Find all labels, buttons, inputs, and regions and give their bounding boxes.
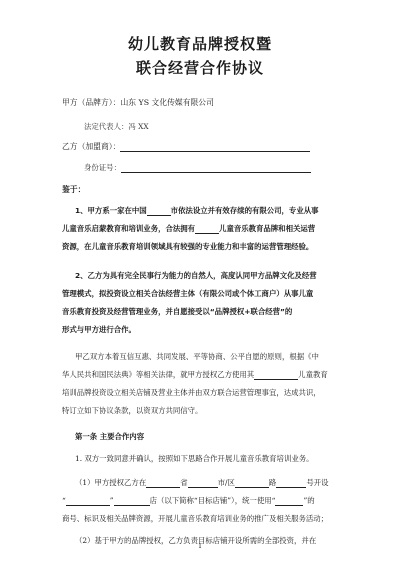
store-type-blank[interactable] (114, 496, 150, 506)
legal-rep-label: 法定代表人： (84, 122, 129, 131)
id-label: 身份证号： (84, 163, 121, 172)
party-b-blank[interactable] (120, 142, 310, 152)
city-blank[interactable] (188, 478, 218, 488)
title-line-1: 幼儿教育品牌授权暨 (127, 35, 272, 53)
clause1-text-c: 儿童音乐启蒙教育和培训业务，合法拥有 (62, 224, 196, 233)
sub1-text-b: 省 (180, 478, 188, 487)
whereas-heading: 鉴于： (62, 185, 86, 194)
clause1-text-d: 儿童音乐教育品牌和相关运营 (219, 224, 316, 233)
store-name-blank[interactable] (66, 496, 110, 506)
legal-rep-row (84, 121, 149, 132)
sub1-text-e: 号开设 (306, 478, 329, 487)
clause1-line2 (62, 223, 315, 234)
sub1-text-d: 路 (268, 478, 277, 487)
number-blank[interactable] (276, 478, 306, 488)
sub1-line1 (75, 477, 329, 488)
page-number: 1 (198, 543, 202, 550)
road-blank[interactable] (235, 478, 269, 488)
party-b-row (62, 141, 310, 152)
party-b-label: 乙方（加盟商）： (62, 142, 121, 151)
sub1-line3: 商号、标识及相关品牌资源，开展儿童音乐教育培训业务的推广及相关服务活动； (62, 514, 329, 523)
clause1-line3: 资源，在儿童音乐教育培训领域具有较强的专业能力和丰富的运营管理经验。 (62, 242, 314, 251)
para3-line1: 甲乙双方本着互信互惠、共同发展、平等协商、公平自愿的原则，根据《中 (75, 352, 319, 361)
para3-brand-blank[interactable] (254, 370, 298, 380)
province-blank[interactable] (146, 478, 180, 488)
clause1-city-blank[interactable] (147, 206, 171, 216)
sub1-line2 (62, 495, 315, 506)
clause2-line2: 管理模式，拟投资设立相关合法经营主体（有限公司或个体工商户）从事儿童 (62, 289, 314, 298)
clause2-line4: 形式与甲方进行合作。 (62, 325, 136, 334)
clause1-brand-blank[interactable] (195, 224, 219, 234)
article1-heading: 第一条 主要合作内容 (75, 432, 145, 441)
para3-text-c: 儿童教育 (298, 370, 328, 379)
title-line-2: 联合经营合作协议 (135, 59, 264, 77)
trade-name-blank[interactable] (275, 496, 303, 506)
id-row (84, 162, 311, 173)
clause2-line3: 音乐教育投资及经营管理业务，并自愿接受以“品牌授权+联合经营”的 (62, 307, 293, 316)
para3-line3: 培训品牌投资设立相关店铺及营业主体并由双方联合运营管理事宜，达成共识， (62, 388, 321, 397)
para3-line4: 特订立如下协议条款，以资双方共同信守。 (62, 406, 203, 415)
party-a-row (62, 97, 214, 108)
clause1-text-b: 市依法设立并有效存续的有限公司，专业从事 (170, 206, 319, 215)
clause2-line1: 2、乙方为具有完全民事行为能力的自然人，高度认同甲方品牌文化及经营 (75, 271, 317, 280)
sub2-line1: （2）基于甲方的品牌授权，乙方负责目标店铺开设所需的全部投资，并在 (75, 536, 317, 545)
sub1-text-i: ”的 (303, 496, 315, 505)
sub1-text-g: ” (109, 496, 114, 505)
party-a-value: 山东 YS 文化传媒有限公司 (120, 98, 214, 107)
para3-text-b: 华人民共和国民法典》等相关法律，就甲方授权乙方使用其 (62, 370, 255, 379)
sub1-text-f: “ (62, 496, 66, 505)
sub1-text-a: （1）甲方授权乙方在 (75, 478, 147, 487)
clause1-line1 (75, 205, 319, 216)
party-a-label: 甲方（品牌方）： (62, 98, 121, 107)
sub1-text-h: 店（以下简称“目标店铺”），统一使用“ (149, 496, 276, 505)
clause1-text-a: 1、甲方系一家在中国 (75, 206, 147, 215)
para3-line2 (62, 369, 328, 380)
id-blank[interactable] (121, 163, 311, 173)
legal-rep-value: 冯 XX (128, 122, 149, 131)
sub1-text-c: 市/区 (217, 478, 235, 487)
item1-text: 1. 双方一致同意并确认，按照如下思路合作开展儿童音乐教育培训业务。 (75, 454, 314, 463)
